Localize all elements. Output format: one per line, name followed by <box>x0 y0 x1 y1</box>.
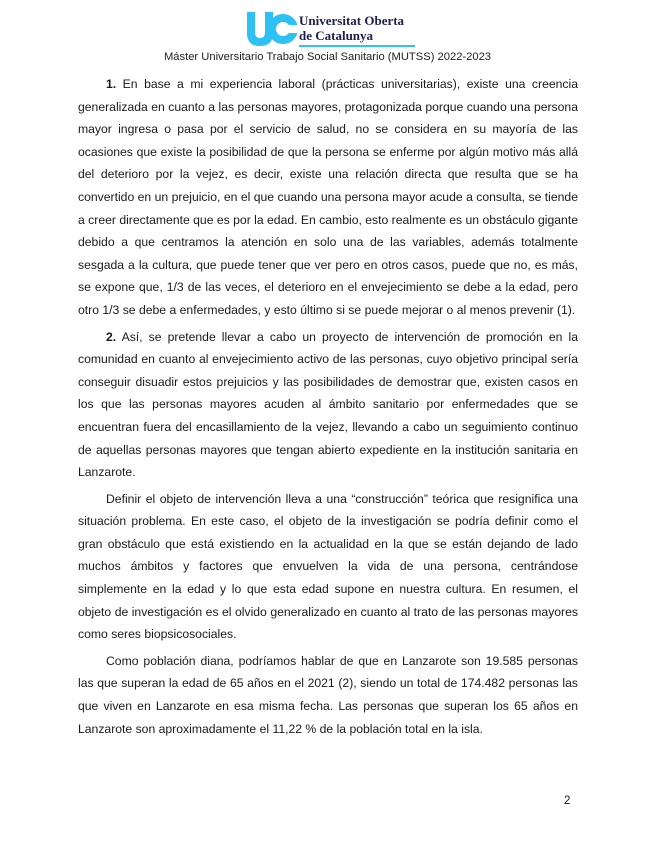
paragraph-2-text: Así, se pretende llevar a cabo un proyecto de intervención de promoción en la comunidad en cuanto al envejecimiento activo de las personas, cuyo objetivo principal sería conseguir disuadir estos prejuicios y las posibilidades de demostrar que, existen casos en los que las personas mayores acuden al ámbito sanitario por enfermedades que se encuentran fuera del encasillamiento de la vejez, llevando a cabo un seguimiento continuo de aquellas personas mayores que tengan abierto expediente en la institución sanitaria en Lanzarote. <box>78 329 578 480</box>
paragraph-1-number: 1. <box>106 77 117 91</box>
page-number: 2 <box>564 795 571 807</box>
paragraph-1-text: En base a mi experiencia laboral (prácticas universitarias), existe una creencia generalizada en cuanto a las personas mayores, protagonizada porque cuando una persona mayor ingresa o pasa por el servicio de salud, no se considera en su mayoría de las ocasiones que existe la posibilidad de que la persona se enferme por algún motivo más allá del deterioro por la vejez, es decir, existe una relación directa que resulta que se ha convertido en un prejuicio, en el que cuando una persona mayor acude a consulta, se tiende a creer directamente que es por la edad. En cambio, esto realmente es un obstáculo gigante debido a que centramos la atención en solo una de las variables, además totalmente sesgada a la cultura, que puede tener que ver pero en otros casos, puede que no, es más, se expone que, 1/3 de las veces, el deterioro en el envejecimiento se debe a la edad, pero otro 1/3 se debe a enfermedades, y esto último si se puede mejorar o al menos prevenir (1). <box>78 77 578 317</box>
paragraph-4 <box>78 650 578 740</box>
uoc-logo-mark <box>245 10 297 48</box>
uoc-logo-icon <box>245 10 297 48</box>
uoc-logo <box>245 10 415 48</box>
uoc-logo-text <box>299 13 404 43</box>
uoc-logo-line1: Universitat Oberta <box>299 13 405 28</box>
uoc-logo-underline <box>299 45 415 47</box>
paragraph-2-number: 2. <box>106 329 117 344</box>
uoc-logo-line2: de Catalunya <box>299 28 374 43</box>
paragraph-3 <box>78 488 578 646</box>
document-body <box>78 73 578 744</box>
document-header: Máster Universitario Trabajo Social Sanitario (MUTSS) 2022-2023 <box>163 51 492 63</box>
paragraph-2 <box>78 326 578 484</box>
paragraph-1 <box>78 73 578 322</box>
paragraph-4-text: Como población diana, podríamos hablar de que en Lanzarote son 19.585 personas las que superan la edad de 65 años en el 2021 (2), siendo un total de 174.482 personas las que viven en Lanzarote en esa misma fecha. Las personas que superan los 65 años en Lanzarote son aproximadamente el 11,22 % de la población total en la isla. <box>78 653 578 736</box>
paragraph-3-text: Definir el objeto de intervención lleva a una “construcción” teórica que resignifica una situación problema. En este caso, el objeto de la investigación se podría definir como el gran obstáculo que está existiendo en la actualidad en la que se están dejando de lado muchos ámbitos y factores que envuelven la vida de una persona, centrándose simplemente en la edad y lo que esta edad supone en nuestra cultura. En resumen, el objeto de investigación es el olvido generalizado en cuanto al trato de las personas mayores como seres biopsicosociales. <box>78 491 578 642</box>
